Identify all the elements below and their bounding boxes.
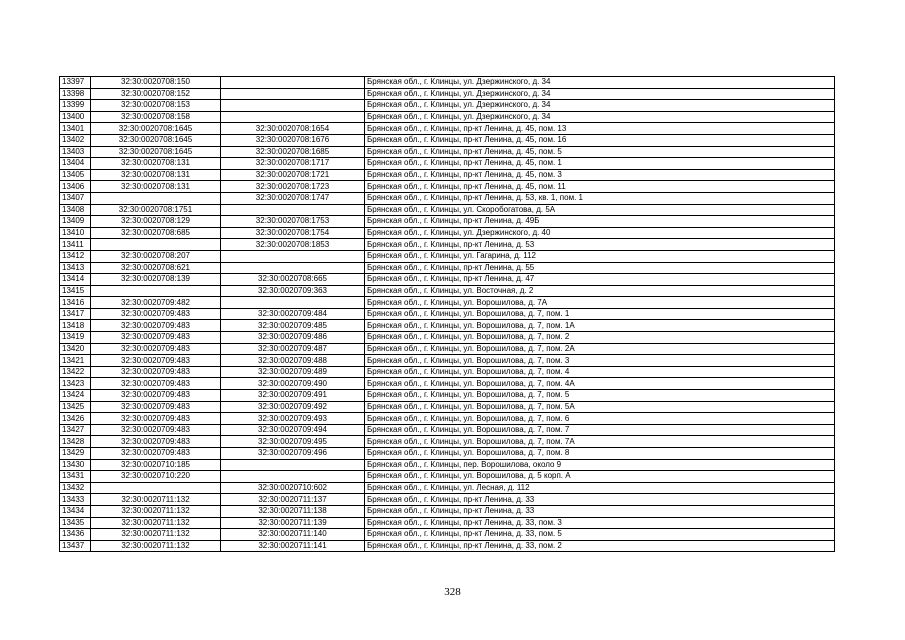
record-number-cell: 13400 (60, 111, 91, 123)
cadastral-number-cell: 32:30:0020711:141 (221, 540, 365, 552)
table-row (60, 100, 835, 112)
address-cell: Брянская обл., г. Клинцы, пр-кт Ленина, д. 45, пом. 1 (365, 158, 835, 170)
table-row (60, 111, 835, 123)
address-cell: Брянская обл., г. Клинцы, ул. Дзержинского, д. 40 (365, 227, 835, 239)
parent-cadastral-number-cell: 32:30:0020708:152 (91, 88, 221, 100)
record-number-cell: 13403 (60, 146, 91, 158)
cadastral-number-cell: 32:30:0020709:489 (221, 366, 365, 378)
parent-cadastral-number-cell: 32:30:0020708:207 (91, 250, 221, 262)
table-row (60, 448, 835, 460)
parent-cadastral-number-cell: 32:30:0020709:483 (91, 390, 221, 402)
parent-cadastral-number-cell: 32:30:0020709:483 (91, 448, 221, 460)
parent-cadastral-number-cell: 32:30:0020709:483 (91, 366, 221, 378)
address-cell: Брянская обл., г. Клинцы, ул. Скоробогатова, д. 5А (365, 204, 835, 216)
cadastral-number-cell: 32:30:0020708:1721 (221, 169, 365, 181)
address-cell: Брянская обл., г. Клинцы, ул. Дзержинского, д. 34 (365, 88, 835, 100)
parent-cadastral-number-cell (91, 482, 221, 494)
cadastral-number-cell: 32:30:0020708:1717 (221, 158, 365, 170)
address-cell: Брянская обл., г. Клинцы, пр-кт Ленина, д. 53, кв. 1, пом. 1 (365, 192, 835, 204)
record-number-cell: 13426 (60, 413, 91, 425)
cadastral-number-cell: 32:30:0020708:1654 (221, 123, 365, 135)
address-cell: Брянская обл., г. Клинцы, ул. Ворошилова, д. 7А (365, 297, 835, 309)
cadastral-number-cell (221, 297, 365, 309)
address-cell: Брянская обл., г. Клинцы, пр-кт Ленина, д. 45, пом. 16 (365, 134, 835, 146)
record-number-cell: 13435 (60, 517, 91, 529)
table-row (60, 494, 835, 506)
address-cell: Брянская обл., г. Клинцы, ул. Ворошилова, д. 7, пом. 5 (365, 390, 835, 402)
record-number-cell: 13431 (60, 471, 91, 483)
cadastral-number-cell: 32:30:0020709:493 (221, 413, 365, 425)
record-number-cell: 13424 (60, 390, 91, 402)
parent-cadastral-number-cell: 32:30:0020709:483 (91, 413, 221, 425)
table-row (60, 332, 835, 344)
record-number-cell: 13409 (60, 216, 91, 228)
parent-cadastral-number-cell: 32:30:0020708:129 (91, 216, 221, 228)
address-cell: Брянская обл., г. Клинцы, ул. Дзержинского, д. 34 (365, 100, 835, 112)
table-row (60, 285, 835, 297)
cadastral-number-cell: 32:30:0020709:495 (221, 436, 365, 448)
record-number-cell: 13408 (60, 204, 91, 216)
table-row (60, 192, 835, 204)
record-number-cell: 13430 (60, 459, 91, 471)
address-cell: Брянская обл., г. Клинцы, пр-кт Ленина, д. 45, пом. 5 (365, 146, 835, 158)
table-row (60, 216, 835, 228)
table-row (60, 320, 835, 332)
record-number-cell: 13422 (60, 366, 91, 378)
record-number-cell: 13401 (60, 123, 91, 135)
table-row (60, 204, 835, 216)
table-row (60, 436, 835, 448)
address-cell: Брянская обл., г. Клинцы, пр-кт Ленина, д. 45, пом. 3 (365, 169, 835, 181)
cadastral-number-cell: 32:30:0020709:491 (221, 390, 365, 402)
parent-cadastral-number-cell: 32:30:0020709:483 (91, 355, 221, 367)
record-number-cell: 13427 (60, 424, 91, 436)
record-number-cell: 13414 (60, 274, 91, 286)
cadastral-number-cell: 32:30:0020711:139 (221, 517, 365, 529)
cadastral-number-cell: 32:30:0020709:488 (221, 355, 365, 367)
parent-cadastral-number-cell: 32:30:0020709:483 (91, 343, 221, 355)
parent-cadastral-number-cell: 32:30:0020708:131 (91, 158, 221, 170)
address-cell: Брянская обл., г. Клинцы, ул. Ворошилова, д. 7, пом. 4 (365, 366, 835, 378)
parent-cadastral-number-cell: 32:30:0020709:483 (91, 401, 221, 413)
record-number-cell: 13411 (60, 239, 91, 251)
parent-cadastral-number-cell: 32:30:0020709:483 (91, 332, 221, 344)
table-row (60, 401, 835, 413)
address-cell: Брянская обл., г. Клинцы, ул. Ворошилова, д. 7, пом. 5А (365, 401, 835, 413)
table-row (60, 239, 835, 251)
cadastral-number-cell: 32:30:0020709:490 (221, 378, 365, 390)
address-cell: Брянская обл., г. Клинцы, пр-кт Ленина, д. 55 (365, 262, 835, 274)
parent-cadastral-number-cell: 32:30:0020709:483 (91, 378, 221, 390)
record-number-cell: 13429 (60, 448, 91, 460)
address-cell: Брянская обл., г. Клинцы, пр-кт Ленина, д. 33, пом. 3 (365, 517, 835, 529)
cadastral-number-cell (221, 459, 365, 471)
cadastral-number-cell (221, 100, 365, 112)
parent-cadastral-number-cell: 32:30:0020711:132 (91, 540, 221, 552)
parent-cadastral-number-cell (91, 192, 221, 204)
address-cell: Брянская обл., г. Клинцы, ул. Ворошилова, д. 7, пом. 7А (365, 436, 835, 448)
table-row (60, 413, 835, 425)
cadastral-number-cell (221, 471, 365, 483)
address-cell: Брянская обл., г. Клинцы, ул. Гагарина, д. 112 (365, 250, 835, 262)
record-number-cell: 13436 (60, 529, 91, 541)
parent-cadastral-number-cell: 32:30:0020708:153 (91, 100, 221, 112)
address-cell: Брянская обл., г. Клинцы, ул. Ворошилова, д. 7, пом. 2 (365, 332, 835, 344)
record-number-cell: 13419 (60, 332, 91, 344)
parent-cadastral-number-cell: 32:30:0020708:131 (91, 169, 221, 181)
record-number-cell: 13420 (60, 343, 91, 355)
cadastral-number-cell: 32:30:0020708:665 (221, 274, 365, 286)
table-row (60, 146, 835, 158)
cadastral-number-cell (221, 111, 365, 123)
parent-cadastral-number-cell: 32:30:0020708:158 (91, 111, 221, 123)
record-number-cell: 13406 (60, 181, 91, 193)
table-row (60, 308, 835, 320)
address-cell: Брянская обл., г. Клинцы, ул. Ворошилова, д. 7, пом. 7 (365, 424, 835, 436)
record-number-cell: 13412 (60, 250, 91, 262)
table-row (60, 355, 835, 367)
registry-table (59, 76, 835, 552)
table-row (60, 134, 835, 146)
address-cell: Брянская обл., г. Клинцы, ул. Ворошилова, д. 7, пом. 3 (365, 355, 835, 367)
table-row (60, 390, 835, 402)
address-cell: Брянская обл., г. Клинцы, ул. Восточная, д. 2 (365, 285, 835, 297)
cadastral-number-cell (221, 204, 365, 216)
cadastral-number-cell: 32:30:0020709:487 (221, 343, 365, 355)
record-number-cell: 13428 (60, 436, 91, 448)
table-row (60, 540, 835, 552)
record-number-cell: 13399 (60, 100, 91, 112)
table-row (60, 227, 835, 239)
cadastral-number-cell: 32:30:0020709:494 (221, 424, 365, 436)
record-number-cell: 13413 (60, 262, 91, 274)
record-number-cell: 13421 (60, 355, 91, 367)
parent-cadastral-number-cell: 32:30:0020709:483 (91, 436, 221, 448)
address-cell: Брянская обл., г. Клинцы, пр-кт Ленина, д. 45, пом. 13 (365, 123, 835, 135)
cadastral-number-cell: 32:30:0020711:137 (221, 494, 365, 506)
record-number-cell: 13404 (60, 158, 91, 170)
parent-cadastral-number-cell: 32:30:0020709:482 (91, 297, 221, 309)
parent-cadastral-number-cell: 32:30:0020708:685 (91, 227, 221, 239)
table-row (60, 366, 835, 378)
table-row (60, 297, 835, 309)
address-cell: Брянская обл., г. Клинцы, ул. Лесная, д. 112 (365, 482, 835, 494)
parent-cadastral-number-cell: 32:30:0020711:132 (91, 505, 221, 517)
address-cell: Брянская обл., г. Клинцы, ул. Ворошилова, д. 7, пом. 2А (365, 343, 835, 355)
parent-cadastral-number-cell: 32:30:0020708:1645 (91, 134, 221, 146)
table-row (60, 517, 835, 529)
record-number-cell: 13434 (60, 505, 91, 517)
address-cell: Брянская обл., г. Клинцы, пр-кт Ленина, д. 47 (365, 274, 835, 286)
cadastral-number-cell: 32:30:0020709:484 (221, 308, 365, 320)
table-row (60, 169, 835, 181)
table-row (60, 88, 835, 100)
table-row (60, 262, 835, 274)
table-row (60, 77, 835, 89)
parent-cadastral-number-cell: 32:30:0020708:1645 (91, 123, 221, 135)
parent-cadastral-number-cell: 32:30:0020709:483 (91, 308, 221, 320)
cadastral-number-cell: 32:30:0020711:140 (221, 529, 365, 541)
table-row (60, 459, 835, 471)
record-number-cell: 13415 (60, 285, 91, 297)
parent-cadastral-number-cell: 32:30:0020708:131 (91, 181, 221, 193)
record-number-cell: 13437 (60, 540, 91, 552)
address-cell: Брянская обл., г. Клинцы, пр-кт Ленина, д. 33, пом. 5 (365, 529, 835, 541)
parent-cadastral-number-cell: 32:30:0020708:621 (91, 262, 221, 274)
table-row (60, 529, 835, 541)
cadastral-number-cell: 32:30:0020709:496 (221, 448, 365, 460)
registry-table-body (60, 77, 835, 552)
table-row (60, 505, 835, 517)
parent-cadastral-number-cell: 32:30:0020709:483 (91, 320, 221, 332)
parent-cadastral-number-cell (91, 239, 221, 251)
cadastral-number-cell: 32:30:0020708:1676 (221, 134, 365, 146)
cadastral-number-cell: 32:30:0020708:1685 (221, 146, 365, 158)
cadastral-number-cell (221, 77, 365, 89)
parent-cadastral-number-cell (91, 285, 221, 297)
table-row (60, 158, 835, 170)
table-row (60, 181, 835, 193)
page-number: 328 (444, 586, 461, 598)
record-number-cell: 13432 (60, 482, 91, 494)
cadastral-number-cell: 32:30:0020709:492 (221, 401, 365, 413)
record-number-cell: 13402 (60, 134, 91, 146)
address-cell: Брянская обл., г. Клинцы, пер. Ворошилова, около 9 (365, 459, 835, 471)
parent-cadastral-number-cell: 32:30:0020711:132 (91, 529, 221, 541)
parent-cadastral-number-cell: 32:30:0020708:139 (91, 274, 221, 286)
table-row (60, 471, 835, 483)
address-cell: Брянская обл., г. Клинцы, ул. Ворошилова, д. 7, пом. 6 (365, 413, 835, 425)
record-number-cell: 13407 (60, 192, 91, 204)
address-cell: Брянская обл., г. Клинцы, пр-кт Ленина, д. 33 (365, 505, 835, 517)
cadastral-number-cell: 32:30:0020708:1723 (221, 181, 365, 193)
address-cell: Брянская обл., г. Клинцы, пр-кт Ленина, д. 33, пом. 2 (365, 540, 835, 552)
parent-cadastral-number-cell: 32:30:0020710:185 (91, 459, 221, 471)
table-row (60, 274, 835, 286)
address-cell: Брянская обл., г. Клинцы, ул. Ворошилова, д. 7, пом. 8 (365, 448, 835, 460)
address-cell: Брянская обл., г. Клинцы, пр-кт Ленина, д. 49Б (365, 216, 835, 228)
cadastral-number-cell: 32:30:0020709:485 (221, 320, 365, 332)
parent-cadastral-number-cell: 32:30:0020708:1645 (91, 146, 221, 158)
cadastral-number-cell: 32:30:0020709:486 (221, 332, 365, 344)
address-cell: Брянская обл., г. Клинцы, ул. Ворошилова, д. 7, пом. 1 (365, 308, 835, 320)
record-number-cell: 13405 (60, 169, 91, 181)
address-cell: Брянская обл., г. Клинцы, ул. Ворошилова, д. 7, пом. 4А (365, 378, 835, 390)
record-number-cell: 13416 (60, 297, 91, 309)
parent-cadastral-number-cell: 32:30:0020710:220 (91, 471, 221, 483)
table-row (60, 250, 835, 262)
address-cell: Брянская обл., г. Клинцы, пр-кт Ленина, д. 45, пом. 11 (365, 181, 835, 193)
address-cell: Брянская обл., г. Клинцы, пр-кт Ленина, д. 53 (365, 239, 835, 251)
table-row (60, 343, 835, 355)
address-cell: Брянская обл., г. Клинцы, ул. Ворошилова, д. 7, пом. 1А (365, 320, 835, 332)
cadastral-number-cell: 32:30:0020710:602 (221, 482, 365, 494)
parent-cadastral-number-cell: 32:30:0020708:1751 (91, 204, 221, 216)
cadastral-number-cell: 32:30:0020708:1753 (221, 216, 365, 228)
address-cell: Брянская обл., г. Клинцы, пр-кт Ленина, д. 33 (365, 494, 835, 506)
record-number-cell: 13433 (60, 494, 91, 506)
table-row (60, 378, 835, 390)
cadastral-number-cell (221, 88, 365, 100)
cadastral-number-cell: 32:30:0020711:138 (221, 505, 365, 517)
address-cell: Брянская обл., г. Клинцы, ул. Дзержинского, д. 34 (365, 77, 835, 89)
cadastral-number-cell: 32:30:0020708:1853 (221, 239, 365, 251)
record-number-cell: 13410 (60, 227, 91, 239)
record-number-cell: 13418 (60, 320, 91, 332)
cadastral-number-cell (221, 262, 365, 274)
table-row (60, 482, 835, 494)
address-cell: Брянская обл., г. Клинцы, ул. Дзержинского, д. 34 (365, 111, 835, 123)
table-row (60, 123, 835, 135)
parent-cadastral-number-cell: 32:30:0020708:150 (91, 77, 221, 89)
record-number-cell: 13423 (60, 378, 91, 390)
address-cell: Брянская обл., г. Клинцы, ул. Ворошилова, д. 5 корп. А (365, 471, 835, 483)
record-number-cell: 13417 (60, 308, 91, 320)
record-number-cell: 13425 (60, 401, 91, 413)
cadastral-number-cell: 32:30:0020708:1747 (221, 192, 365, 204)
parent-cadastral-number-cell: 32:30:0020711:132 (91, 494, 221, 506)
cadastral-number-cell (221, 250, 365, 262)
cadastral-number-cell: 32:30:0020708:1754 (221, 227, 365, 239)
table-row (60, 424, 835, 436)
cadastral-number-cell: 32:30:0020709:363 (221, 285, 365, 297)
parent-cadastral-number-cell: 32:30:0020711:132 (91, 517, 221, 529)
record-number-cell: 13397 (60, 77, 91, 89)
record-number-cell: 13398 (60, 88, 91, 100)
parent-cadastral-number-cell: 32:30:0020709:483 (91, 424, 221, 436)
